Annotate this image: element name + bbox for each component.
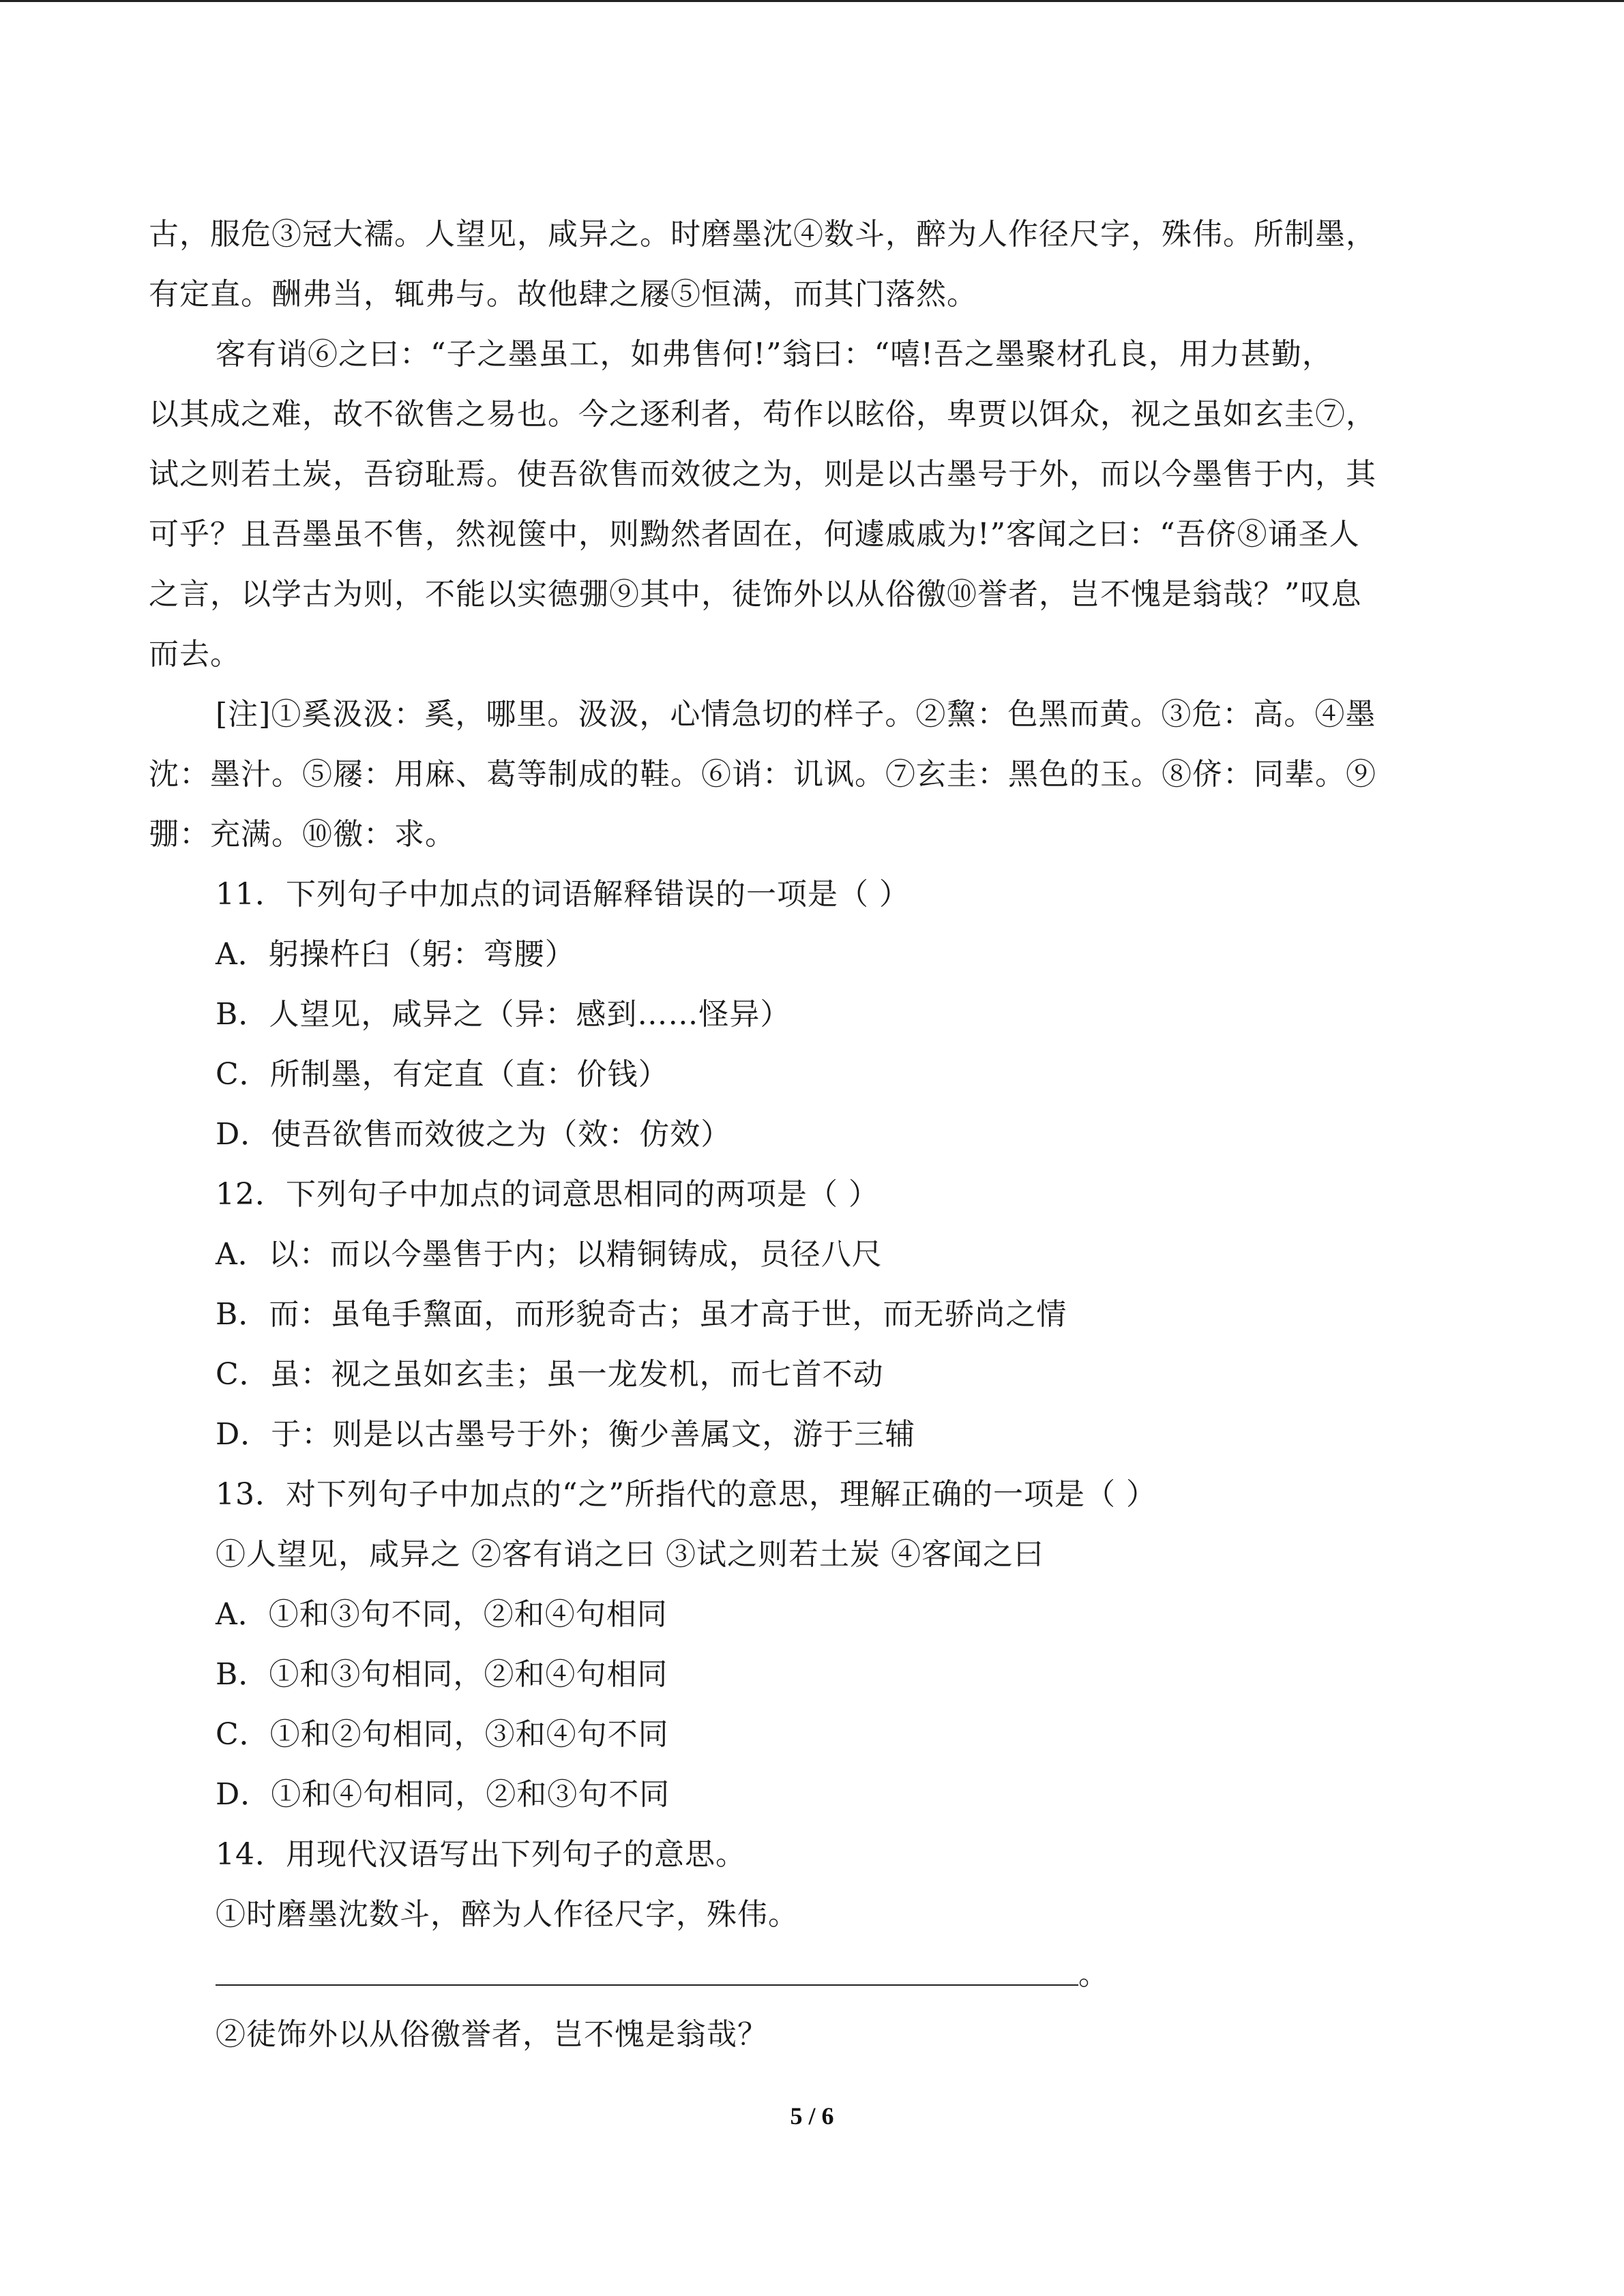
option-d: D．于：则是以古墨号于外；衡少善属文，游于三辅 [216, 1417, 916, 1452]
question-14 [149, 1825, 1465, 2065]
option-b: B．人望见，咸异之（异：感到……怪异） [216, 997, 791, 1032]
answer-underline[interactable] [216, 1945, 1078, 1986]
question-stem: 14．用现代汉语写出下列句子的意思。 [216, 1837, 746, 1872]
question-stem: 11．下列句子中加点的词语解释错误的一项是（ ） [216, 877, 910, 912]
option-a: A．①和③句不同，②和④句相同 [216, 1597, 668, 1632]
text-line: 客有诮⑥之曰：“子之墨虽工，如弗售何!”翁曰：“嘻!吾之墨聚材孔良，用力甚勤， [216, 337, 1333, 372]
option-b: B．①和③句相同，②和④句相同 [216, 1657, 668, 1692]
text-line: 之言，以学古为则，不能以实德弸⑨其中，徒饰外以从俗徼⑩誉者，岂不愧是翁哉？”叹息 [149, 577, 1362, 612]
option-d: D．①和④句相同，②和③句不同 [216, 1777, 670, 1812]
option-d: D．使吾欲售而效彼之为（效：仿效） [216, 1117, 732, 1152]
question-stem: 12．下列句子中加点的词意思相同的两项是（ ） [216, 1177, 879, 1212]
text-line: 古，服危③冠大襦。人望见，咸异之。时磨墨沈④数斗，醉为人作径尺字，殊伟。所制墨， [149, 217, 1376, 252]
option-c: C．所制墨，有定直（直：价钱） [216, 1057, 669, 1092]
note-line: 沈：墨汁。⑤屦：用麻、葛等制成的鞋。⑥诮：讥讽。⑦玄圭：黑色的玉。⑧侪：同辈。⑨ [149, 757, 1376, 792]
option-c: C．①和②句相同，③和④句不同 [216, 1717, 669, 1752]
text-line: 有定直。酬弗当，辄弗与。故他肆之屦⑤恒满，而其门落然。 [149, 277, 977, 312]
passage-paragraph-2 [149, 325, 1465, 685]
translation-item-1: ①时磨墨沈数斗，醉为人作径尺字，殊伟。 [216, 1897, 799, 1932]
answer-blank[interactable] [149, 1945, 1465, 2005]
text-line: 而去。 [149, 637, 241, 672]
option-c: C．虽：视之虽如玄圭；虽一龙发机，而七首不动 [216, 1357, 884, 1392]
option-b: B．而：虽龟手黧面，而形貌奇古；虽才高于世，而无骄尚之情 [216, 1297, 1067, 1332]
text-line: 可乎？且吾墨虽不售，然视箧中，则黝然者固在，何遽戚戚为!”客闻之曰：“吾侪⑧诵圣人 [149, 517, 1360, 552]
translation-item-2: ②徒饰外以从俗徼誉者，岂不愧是翁哉？ [216, 2017, 768, 2052]
question-stem: 13．对下列句子中加点的“之”所指代的意思，理解正确的一项是（ ） [216, 1477, 1157, 1512]
text-line: 试之则若土炭，吾窃耻焉。使吾欲售而效彼之为，则是以古墨号于外，而以今墨售于内，其 [149, 457, 1376, 492]
text-line: 以其成之难，故不欲售之易也。今之逐利者，苟作以眩俗，卑贾以饵众，视之虽如玄圭⑦， [149, 397, 1376, 432]
answer-period: 。 [1078, 1957, 1109, 1992]
question-sentences: ①人望见，咸异之 ②客有诮之曰 ③试之则若土炭 ④客闻之曰 [216, 1537, 1044, 1572]
passage-paragraph-1 [149, 205, 1465, 325]
annotation-notes [149, 685, 1465, 865]
note-line: [注]①奚汲汲：奚，哪里。汲汲，心情急切的样子。②黧：色黑而黄。③危：高。④墨 [216, 697, 1376, 732]
page-number: 5 / 6 [790, 2102, 834, 2130]
top-border-line [0, 0, 1624, 2]
option-a: A．躬操杵臼（躬：弯腰） [216, 937, 576, 972]
question-13 [149, 1465, 1465, 1825]
document-body [149, 205, 1465, 2065]
note-line: 弸：充满。⑩徼：求。 [149, 817, 456, 852]
question-12 [149, 1165, 1465, 1465]
option-a: A．以：而以今墨售于内；以精铜铸成，员径八尺 [216, 1237, 883, 1272]
question-11 [149, 865, 1465, 1165]
